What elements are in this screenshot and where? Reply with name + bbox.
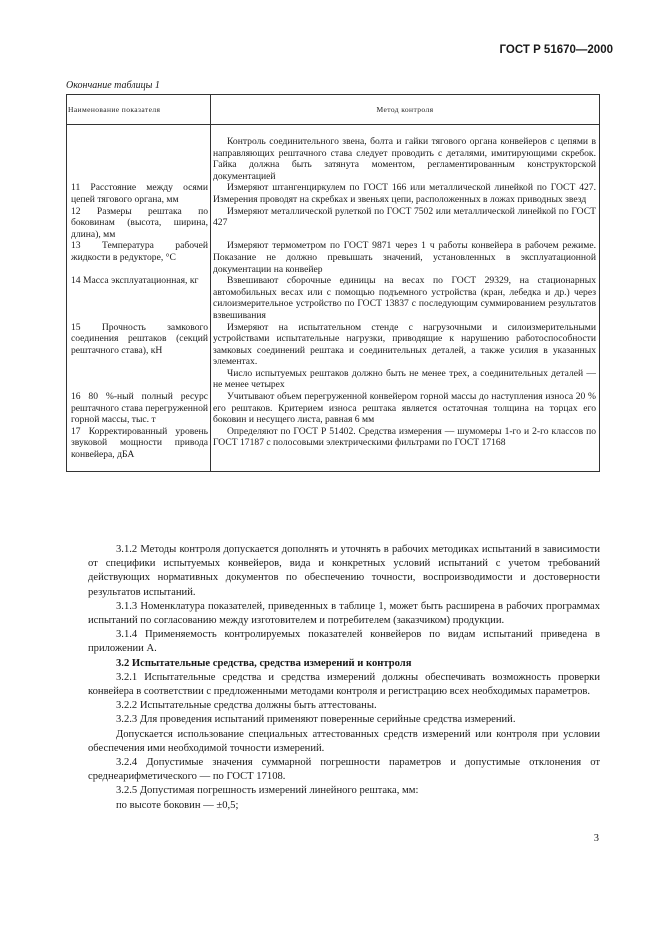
document-header: ГОСТ Р 51670—2000 xyxy=(499,44,613,56)
table-row xyxy=(67,391,600,426)
body-text xyxy=(88,543,600,813)
paragraph-3-2-3: 3.2.3 Для проведения испытаний применяют поверенные серийные средства измерений. xyxy=(116,714,516,726)
indicator-cell: 15 Прочность замкового соединения рештаков (секций рештачного става), кН xyxy=(71,321,208,356)
section-heading-3-2: 3.2 Испытательные средства, средства измерений и контроля xyxy=(116,657,412,669)
paragraph-3-2-2: 3.2.2 Испытательные средства должны быть аттестованы. xyxy=(116,700,377,712)
method-cell: Измеряют термометром по ГОСТ 9871 через 1 ч работы конвейера в рабочем режиме. Показание не должно превышать значений, установленных в эксплуатационной документации на конвейер xyxy=(213,240,596,275)
table-row xyxy=(67,426,600,471)
paragraph-3-2-1: 3.2.1 Испытательные средства и средства измерений должны обеспечивать возможность проверки конвейера в соответствии с предложенными методами контроля и регистрацию всех необходимых параметров. xyxy=(88,671,600,698)
table-row xyxy=(67,240,600,275)
paragraph-3-1-2: 3.1.2 Методы контроля допускается дополнять и уточнять в рабочих методиках испытаний в зависимости от специфики испытуемых конвейеров, вида и конкретных условий испытаний с учетом требований действующих нормативных документов по обеспечению точности, воспроизводимости и достоверности результатов испытаний. xyxy=(88,544,600,598)
table-caption: Окончание таблицы 1 xyxy=(66,80,160,91)
indicator-cell: 16 80 %-ный полный ресурс рештачного става перегруженной горной массы, тыс. т xyxy=(71,391,208,426)
methods-table xyxy=(66,94,600,472)
paragraph-3-2-3-note: Допускается использование специальных аттестованных средств измерений или контроля при условии обеспечения ими необходимой точности измерений. xyxy=(88,728,600,754)
method-cell: Учитывают объем перегруженной конвейером горной массы до наступления износа 20 % его рештаков. Критерием износа рештака является остаточная толщина на торцах его боковин и несущего листа, равная 6 мм xyxy=(213,391,596,426)
method-cell: Измеряют металлической рулеткой по ГОСТ 7502 или металлической линейкой по ГОСТ 427 xyxy=(213,205,596,229)
table-row xyxy=(67,275,600,321)
table-row xyxy=(67,322,600,392)
indicator-cell: 14 Масса эксплуатационная, кг xyxy=(71,275,199,287)
method-cell: Измеряют штангенциркулем по ГОСТ 166 или металлической линейкой по ГОСТ 427. Измерения проводят на скребках и звеньях цепи, расположенных в ложах приводных звезд xyxy=(213,182,596,205)
column-header-indicator: Наименование показателя xyxy=(67,95,211,125)
paragraph-3-1-3: 3.1.3 Номенклатура показателей, приведенных в таблице 1, может быть расширена в рабочих программах испытаний по согласованию между изготовителем и потребителем (заказчиком) продукции. xyxy=(88,600,600,627)
paragraph-3-2-5: 3.2.5 Допустимая погрешность измерений линейного рештака, мм: xyxy=(116,785,419,797)
table-row xyxy=(67,206,600,241)
table-row xyxy=(67,125,600,183)
indicator-cell: 13 Температура рабочей жидкости в редукторе, °С xyxy=(71,240,208,263)
table-header-row xyxy=(67,95,600,125)
indicator-cell: 11 Расстояние между осями цепей тягового органа, мм xyxy=(71,182,208,205)
method-cell: Измеряют на испытательном стенде с нагрузочными и силоизмерительными устройствами испытательные нагрузки, приводящие к нарушению работоспособности замковых соединений рештака и соединительных деталей, а также усилия в указанных элементах. xyxy=(213,321,596,368)
method-cell: Определяют по ГОСТ Р 51402. Средства измерения — шумомеры 1-го и 2-го классов по ГОСТ 17187 с полосовыми электрическими фильтрами по ГОСТ 17168 xyxy=(213,425,596,449)
paragraph-3-1-4: 3.1.4 Применяемость контролируемых показателей конвейеров по видам испытаний приведена в приложении А. xyxy=(88,629,600,655)
table-row xyxy=(67,182,600,205)
method-cell: Контроль соединительного звена, болта и гайки тягового органа конвейеров с цепями в направляющих рештачного става следует проводить с деталями, имитирующими скребок. Гайка должна быть затянута моментом, регламентированным конструкторской документацией xyxy=(213,136,596,182)
paragraph-3-2-5-item: по высоте боковин — ±0,5; xyxy=(116,799,239,811)
method-cell-note: Число испытуемых рештаков должно быть не менее трех, а соединительных деталей — не менее четырех xyxy=(213,367,596,391)
column-header-method: Метод контроля xyxy=(211,95,600,125)
indicator-cell: 17 Корректированный уровень звуковой мощности привода конвейера, дБА xyxy=(71,425,208,461)
indicator-cell: 12 Размеры рештака по боковинам (высота, ширина, длина), мм xyxy=(71,205,208,240)
paragraph-3-2-4: 3.2.4 Допустимые значения суммарной погрешности параметров и допустимые отклонения от среднеарифметического — по ГОСТ 17108. xyxy=(88,757,600,783)
method-cell: Взвешивают сборочные единицы на весах по ГОСТ 29329, на стационарных автомобильных весах или с помощью подъемного устройства (кран, лебедка и др.) через силоизмерительное устройство по ГОСТ 13837 с последующим суммированием результатов взвешивания xyxy=(213,275,596,321)
page-number: 3 xyxy=(593,833,599,844)
